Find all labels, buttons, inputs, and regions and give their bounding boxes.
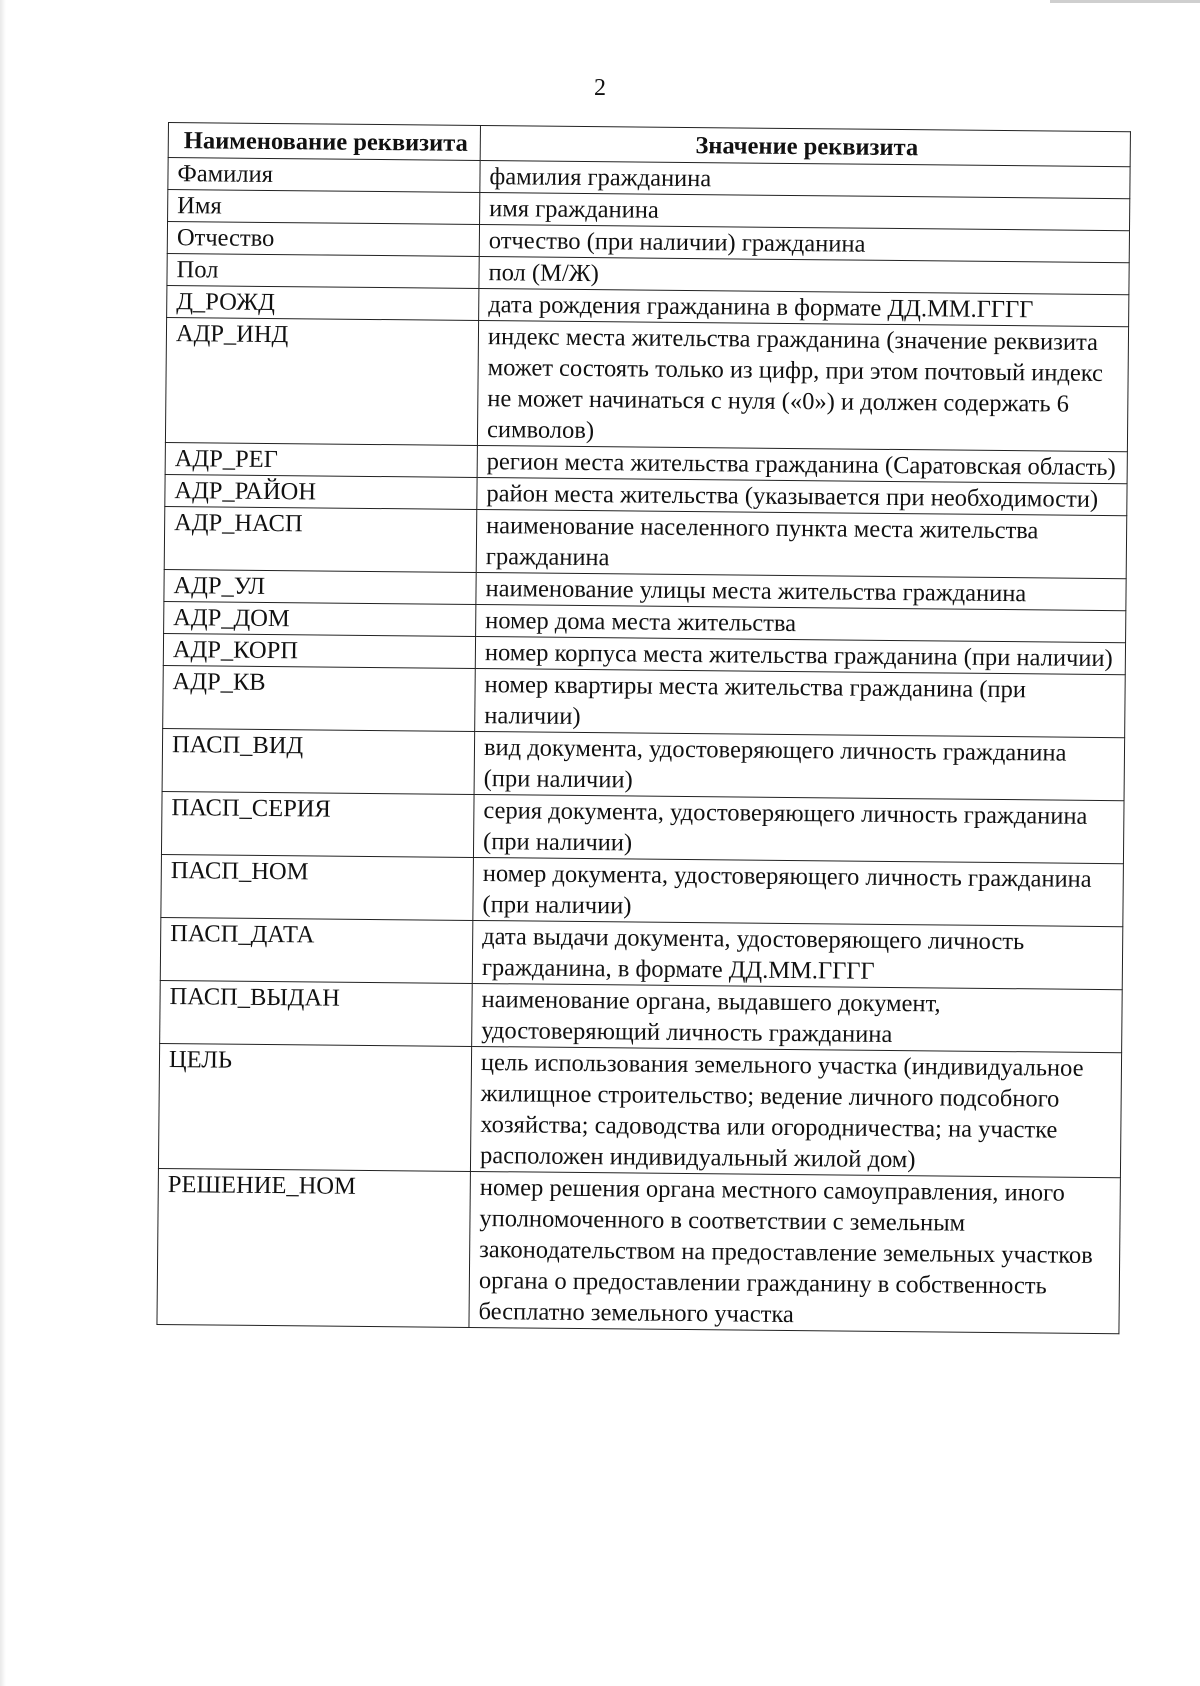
requisite-name: АДР_УЛ: [164, 569, 476, 604]
requisite-value: вид документа, удостоверяющего личность гражданина (при наличии): [474, 731, 1125, 800]
table-row: [160, 980, 1123, 1052]
requisite-name: РЕШЕНИЕ_НОМ: [157, 1168, 470, 1327]
table-row: [161, 854, 1124, 926]
requisite-name: Имя: [168, 190, 480, 225]
requisite-name: АДР_КВ: [163, 665, 476, 731]
table-row: [162, 728, 1125, 800]
requisite-name: АДР_КОРП: [163, 633, 475, 668]
requisite-value: район места жительства (указывается при необходимости): [477, 477, 1127, 515]
requisite-value: фамилия гражданина: [480, 160, 1130, 198]
requisite-name: ПАСП_СЕРИЯ: [161, 791, 474, 857]
requisite-value: цель использования земельного участка (индивидуальное жилищное строительство; ведение личного подсобного хозяйства; садоводства или огородничества; на участке расположен индивидуальный жилой дом): [470, 1046, 1121, 1177]
requisite-name: АДР_НАСП: [164, 506, 477, 572]
requisite-name: ПАСП_ВЫДАН: [160, 980, 473, 1046]
requisite-value: регион места жительства гражданина (Саратовская область): [477, 445, 1127, 483]
table-row: [165, 317, 1128, 451]
header-name: Наименование реквизита: [168, 123, 480, 161]
requisite-value: номер дома места жительства: [476, 604, 1126, 642]
requisite-name: АДР_ДОМ: [164, 601, 476, 636]
requisite-value: номер корпуса места жительства гражданина (при наличии): [475, 636, 1125, 674]
table-row: [161, 791, 1124, 863]
requisite-value: наименование населенного пункта места жительства гражданина: [476, 509, 1127, 578]
table-row: [164, 506, 1127, 578]
requisite-value: индекс места жительства гражданина (значение реквизита может состоять только из цифр, при этом почтовый индекс не может начинаться с нуля («0») и должен содержать 6 символов): [477, 320, 1128, 451]
table-row: [157, 1168, 1120, 1333]
requisite-value: дата выдачи документа, удостоверяющего личность гражданина, в формате ДД.ММ.ГГГГ: [472, 920, 1123, 989]
scan-edge: [0, 0, 6, 1686]
scan-edge-top: [1050, 0, 1200, 3]
requisite-value: номер квартиры места жительства гражданина (при наличии): [475, 668, 1126, 737]
requisite-value: отчество (при наличии) гражданина: [479, 224, 1129, 262]
requisite-value: номер документа, удостоверяющего личность гражданина (при наличии): [473, 857, 1124, 926]
requisite-name: Пол: [167, 253, 479, 288]
requisite-value: серия документа, удостоверяющего личность гражданина (при наличии): [473, 794, 1124, 863]
requisite-value: наименование улицы места жительства гражданина: [476, 572, 1126, 610]
requisite-value: имя гражданина: [480, 192, 1130, 230]
requisite-name: АДР_ИНД: [165, 317, 478, 445]
requisite-value: дата рождения гражданина в формате ДД.ММ.ГГГГ: [479, 288, 1129, 326]
table-row: [160, 917, 1123, 989]
requisites-table: [156, 122, 1131, 1334]
requisite-name: Фамилия: [168, 158, 480, 193]
page-number: 2: [594, 75, 606, 101]
table-row: [158, 1043, 1121, 1177]
requisite-name: Отчество: [167, 222, 479, 257]
requisite-value: пол (М/Ж): [479, 256, 1129, 294]
table-row: [163, 665, 1126, 737]
header-value: Значение реквизита: [480, 125, 1130, 166]
requisite-name: АДР_РЕГ: [165, 442, 477, 477]
requisite-name: Д_РОЖД: [167, 285, 479, 320]
requisite-name: ПАСП_НОМ: [161, 854, 474, 920]
requisite-name: АДР_РАЙОН: [165, 474, 477, 509]
requisite-name: ЦЕЛЬ: [158, 1043, 471, 1171]
requisite-name: ПАСП_ВИД: [162, 728, 475, 794]
requisite-value: номер решения органа местного самоуправления, иного уполномоченного в соответствии с земельным законодательством на предоставление земельных участков органа о предоставлении гражданину в собственность бесплатно земельного участка: [469, 1171, 1120, 1333]
requisite-name: ПАСП_ДАТА: [160, 917, 473, 983]
requisite-value: наименование органа, выдавшего документ, удостоверяющий личность гражданина: [472, 983, 1123, 1052]
